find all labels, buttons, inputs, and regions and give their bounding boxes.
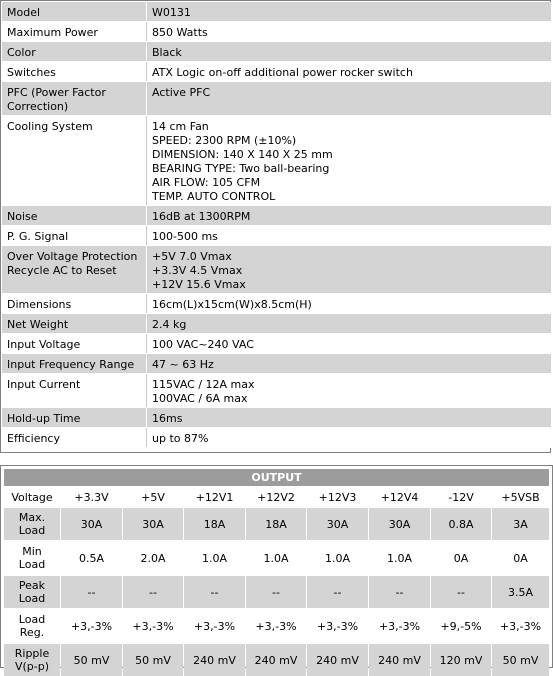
output-cell: +3,-3% (61, 610, 122, 642)
spec-value-line: TEMP. AUTO CONTROL (152, 190, 276, 203)
output-table (0, 465, 553, 673)
output-cell: 1.0A (184, 542, 245, 574)
output-cell: 3.5A (492, 576, 549, 608)
spec-value (148, 294, 551, 313)
output-row-label-line: V(p-p) (14, 660, 50, 673)
output-cell: -- (246, 576, 306, 608)
spec-label (2, 334, 147, 353)
spec-value-line: 100-500 ms (152, 230, 218, 243)
spec-row (2, 226, 551, 246)
spec-value-line: 100VAC / 6A max (152, 392, 248, 405)
output-cell: 18A (184, 508, 245, 540)
spec-label (2, 206, 147, 225)
spec-value-line: 115VAC / 12A max (152, 378, 255, 391)
output-cell: 240 mV (184, 644, 245, 676)
spec-value-line: 14 cm Fan (152, 120, 209, 133)
spec-value-line: ATX Logic on-off additional power rocker switch (152, 66, 413, 79)
output-row-label-line: Max. (18, 511, 46, 524)
spec-label-line: Input Current (7, 378, 81, 391)
output-cell: +5VSB (492, 488, 549, 506)
output-cell: 240 mV (307, 644, 368, 676)
output-cell: +12V1 (184, 488, 245, 506)
spec-label (2, 408, 147, 427)
spec-label (2, 82, 147, 115)
output-cell: 50 mV (123, 644, 183, 676)
output-cell: 240 mV (369, 644, 430, 676)
spec-row (2, 246, 551, 294)
spec-value-line: 47 ~ 63 Hz (152, 358, 214, 371)
output-cell: -- (307, 576, 368, 608)
output-cell: -12V (431, 488, 491, 506)
output-cell: +3,-3% (369, 610, 430, 642)
output-cell: -- (431, 576, 491, 608)
output-row-label-line: Load (18, 592, 46, 605)
output-cell: 0A (492, 542, 549, 574)
spec-value (148, 22, 551, 41)
output-cell: 18A (246, 508, 306, 540)
output-cell: -- (61, 576, 122, 608)
output-cell: -- (369, 576, 430, 608)
output-cell: -- (184, 576, 245, 608)
spec-value (148, 246, 551, 293)
spec-label-line: P. G. Signal (7, 230, 69, 243)
spec-label-line: Noise (7, 210, 38, 223)
output-row-label (4, 644, 60, 676)
spec-value (148, 428, 551, 447)
spec-label (2, 314, 147, 333)
output-cell: 30A (369, 508, 430, 540)
output-row-label-line: Voltage (11, 490, 53, 504)
output-cell: 3A (492, 508, 549, 540)
spec-label (2, 2, 147, 21)
spec-value (148, 42, 551, 61)
output-cell: +3,-3% (492, 610, 549, 642)
spec-value-line: up to 87% (152, 432, 209, 445)
spec-label-line: Net Weight (7, 318, 69, 331)
spec-value-line: SPEED: 2300 RPM (±10%) (152, 134, 297, 147)
spec-label-line: Input Voltage (7, 338, 81, 351)
spec-value-line: 16cm(L)x15cm(W)x8.5cm(H) (152, 298, 312, 311)
output-cell: 50 mV (61, 644, 122, 676)
spec-value-line: AIR FLOW: 105 CFM (152, 176, 261, 189)
output-row-label-line: Load (18, 558, 46, 571)
output-row-label-line: Min (22, 545, 42, 558)
output-cell: 1.0A (307, 542, 368, 574)
spec-value (148, 62, 551, 81)
spec-label-line: Switches (7, 66, 56, 79)
output-cell: +12V2 (246, 488, 306, 506)
spec-value-line: W0131 (152, 6, 191, 19)
output-cell: -- (123, 576, 183, 608)
spec-row (2, 22, 551, 42)
output-cell: 30A (123, 508, 183, 540)
spec-row (2, 334, 551, 354)
spec-label-line: Model (7, 6, 41, 19)
spec-value (148, 354, 551, 373)
spec-value (148, 374, 551, 407)
spec-label-line: Recycle AC to Reset (7, 264, 117, 277)
spec-value-line: Black (152, 46, 182, 59)
spec-label (2, 22, 147, 41)
output-cell: 1.0A (246, 542, 306, 574)
output-cell: +3,-3% (123, 610, 183, 642)
spec-value-line: 2.4 kg (152, 318, 187, 331)
output-cell: 0.8A (431, 508, 491, 540)
output-row-label-line: Load (18, 524, 46, 537)
spec-label (2, 62, 147, 81)
output-cell: 120 mV (431, 644, 491, 676)
spec-row (2, 2, 551, 22)
spec-label (2, 42, 147, 61)
spec-value (148, 334, 551, 353)
output-cell: +3,-3% (246, 610, 306, 642)
spec-row (2, 294, 551, 314)
spec-value (148, 82, 551, 115)
output-cell: +12V4 (369, 488, 430, 506)
spec-row (2, 42, 551, 62)
spec-value (148, 2, 551, 21)
spec-label-line: PFC (Power Factor (7, 86, 106, 99)
output-cell: +9,-5% (431, 610, 491, 642)
spec-row (2, 354, 551, 374)
spec-value-line: +3.3V 4.5 Vmax (152, 264, 243, 277)
output-row-label (4, 542, 60, 574)
spec-value (148, 408, 551, 427)
output-cell: +3.3V (61, 488, 122, 506)
spec-value (148, 116, 551, 205)
spec-value-line: DIMENSION: 140 X 140 X 25 mm (152, 148, 333, 161)
output-row-label (4, 576, 60, 608)
output-row-label (4, 508, 60, 540)
spec-label (2, 116, 147, 205)
output-row-label-line: Reg. (19, 626, 45, 639)
spec-value-line: +5V 7.0 Vmax (152, 250, 232, 263)
spec-label (2, 294, 147, 313)
spec-label-line: Dimensions (7, 298, 72, 311)
spec-value-line: 850 Watts (152, 26, 208, 39)
spec-label-line: Cooling System (7, 120, 93, 133)
spec-value-line: BEARING TYPE: Two ball-bearing (152, 162, 330, 175)
spec-label (2, 428, 147, 447)
spec-row (2, 206, 551, 226)
spec-label (2, 374, 147, 407)
output-cell: 2.0A (123, 542, 183, 574)
output-row-label (4, 610, 60, 642)
spec-value-line: 16dB at 1300RPM (152, 210, 251, 223)
output-row-label (4, 488, 60, 506)
spec-label-line: Color (7, 46, 36, 59)
spec-label-line: Over Voltage Protection (7, 250, 138, 263)
output-cell: 0A (431, 542, 491, 574)
spec-label (2, 354, 147, 373)
output-row-label-line: Ripple (14, 647, 50, 660)
spec-label-line: Maximum Power (7, 26, 98, 39)
spec-value-line: Active PFC (152, 86, 211, 99)
spec-label-line: Efficiency (7, 432, 60, 445)
spec-row (2, 116, 551, 206)
spec-value (148, 314, 551, 333)
spec-row (2, 314, 551, 334)
output-title: OUTPUT (4, 469, 549, 486)
output-row-label-line: Load (18, 613, 46, 626)
spec-value (148, 206, 551, 225)
spec-row (2, 62, 551, 82)
output-cell: 0.5A (61, 542, 122, 574)
output-row-label-line: Peak (18, 579, 46, 592)
spec-label-line: Hold-up Time (7, 412, 81, 425)
output-cell: 240 mV (246, 644, 306, 676)
output-cell: 1.0A (369, 542, 430, 574)
spec-row (2, 82, 551, 116)
spec-label-line: Input Frequency Range (7, 358, 135, 371)
output-cell: 50 mV (492, 644, 549, 676)
spec-row (2, 428, 551, 448)
spec-row (2, 408, 551, 428)
output-cell: +5V (123, 488, 183, 506)
output-cell: +3,-3% (184, 610, 245, 642)
spec-value-line: 100 VAC~240 VAC (152, 338, 254, 351)
spec-label (2, 226, 147, 245)
output-cell: +12V3 (307, 488, 368, 506)
spec-row (2, 374, 551, 408)
spec-label (2, 246, 147, 293)
output-cell: 30A (61, 508, 122, 540)
spec-value-line: 16ms (152, 412, 183, 425)
spec-value (148, 226, 551, 245)
spec-value-line: +12V 15.6 Vmax (152, 278, 246, 291)
output-cell: +3,-3% (307, 610, 368, 642)
output-cell: 30A (307, 508, 368, 540)
spec-label-line: Correction) (7, 100, 69, 113)
